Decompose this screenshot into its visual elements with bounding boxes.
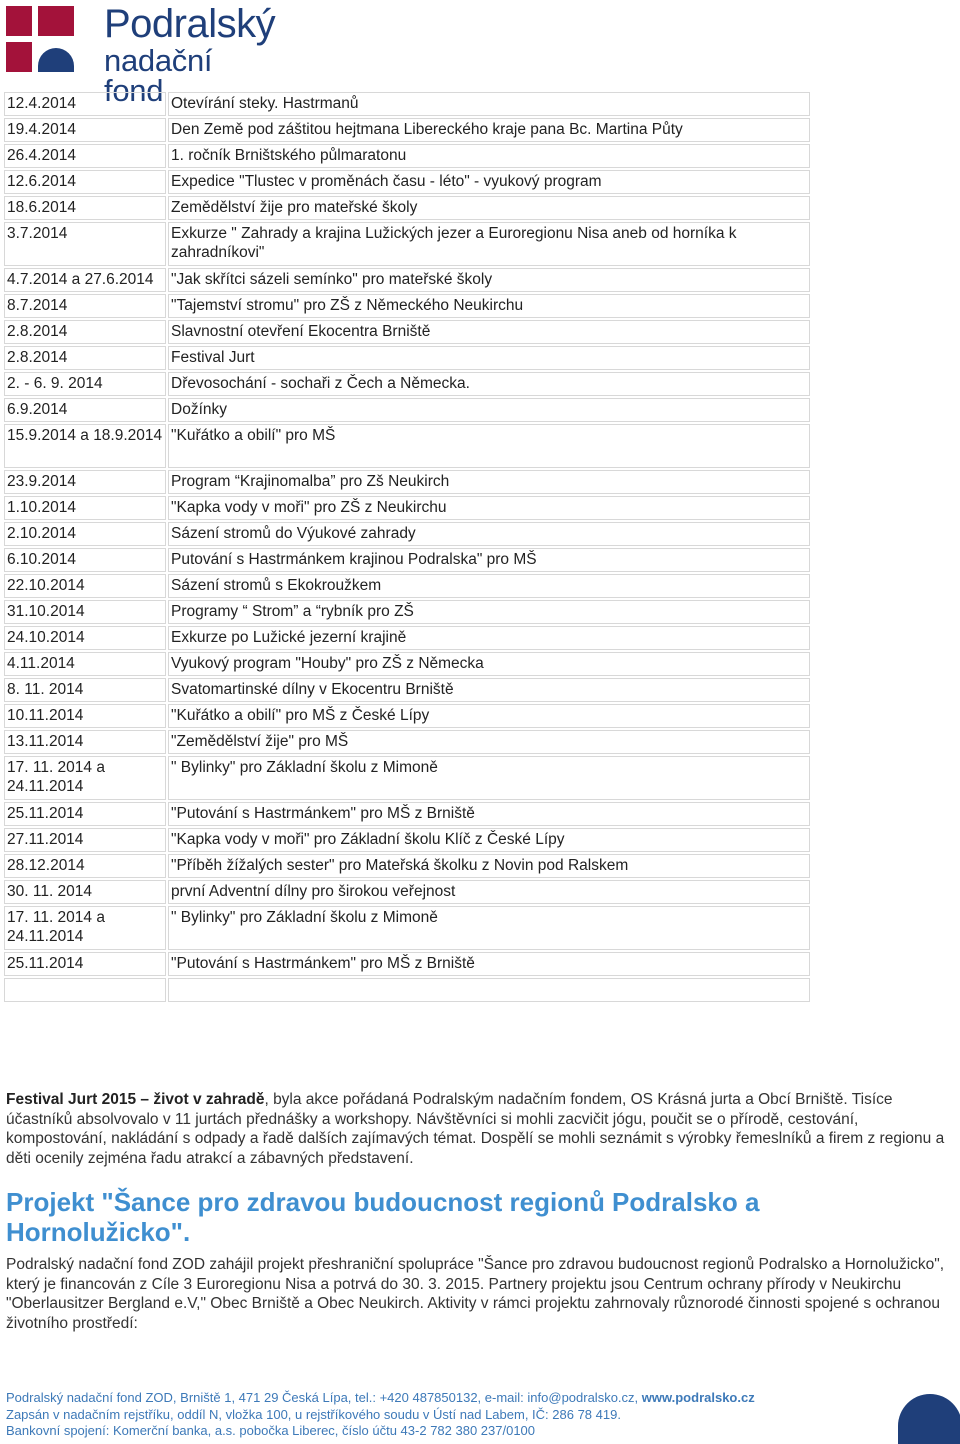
event-date-cell: 18.6.2014 (4, 196, 166, 220)
table-row (4, 906, 810, 950)
event-date-cell: 22.10.2014 (4, 574, 166, 598)
event-title-cell: "Kapka vody v moři" pro ZŠ z Neukirchu (168, 496, 810, 520)
table-row (4, 144, 810, 168)
event-date-cell: 2.8.2014 (4, 346, 166, 370)
event-title-cell: "Kuřátko a obilí" pro MŠ z České Lípy (168, 704, 810, 728)
footer-web-link[interactable]: www.podralsko.cz (641, 1390, 755, 1405)
event-date-cell: 31.10.2014 (4, 600, 166, 624)
table-row (4, 802, 810, 826)
table-row (4, 574, 810, 598)
event-title-cell: první Adventní dílny pro širokou veřejnost (168, 880, 810, 904)
event-title-cell: Dřevosochání - sochaři z Čech a Německa. (168, 372, 810, 396)
event-title-cell: Exkurze po Lužické jezerní krajině (168, 626, 810, 650)
table-row (4, 268, 810, 292)
table-row (4, 222, 810, 266)
table-row (4, 600, 810, 624)
event-date-cell: 6.10.2014 (4, 548, 166, 572)
event-date-cell: 15.9.2014 a 18.9.2014 (4, 424, 166, 468)
table-row (4, 320, 810, 344)
footer-email-link[interactable]: info@podralsko.cz (527, 1390, 635, 1405)
logo-title: Podralský (104, 2, 276, 46)
logo-subtitle: nadační fond (104, 43, 213, 108)
event-date-cell: 2.10.2014 (4, 522, 166, 546)
table-row (4, 398, 810, 422)
event-title-cell: Putování s Hastrmánkem krajinou Podralska" pro MŠ (168, 548, 810, 572)
table-row (4, 170, 810, 194)
table-row (4, 372, 810, 396)
table-row (4, 470, 810, 494)
event-date-cell: 4.7.2014 a 27.6.2014 (4, 268, 166, 292)
event-date-cell: 26.4.2014 (4, 144, 166, 168)
festival-paragraph (6, 1090, 946, 1169)
festival-text: , byla akce pořádaná Podralským nadačním fondem, OS Krásná jurta a Obcí Brniště. Tisíce účastníků absolvovalo v 11 jurtách přednášky a workshopy. Návštěvníci si mohli zacvičit jógu, poučit se o přírodě, cestování, kompostování, nakládání s odpady a řadě dalších zajímavých témat. Dospělí se mohli seznámit s výrobky řemeslníků a firem z regionu a děti ocenily zejména řadu atrakcí a zábavných představení. (6, 1091, 945, 1168)
event-title-cell: Programy “ Strom” a “rybník pro ZŠ (168, 600, 810, 624)
event-title-cell: "Putování s Hastrmánkem" pro MŠ z Brniště (168, 952, 810, 976)
event-title-cell: "Příběh žížalých sester" pro Mateřská školku z Novin pod Ralskem (168, 854, 810, 878)
event-title-cell: " Bylinky" pro Základní školu z Mimoně (168, 906, 810, 950)
event-date-cell: 6.9.2014 (4, 398, 166, 422)
table-row (4, 828, 810, 852)
event-title-cell: "Tajemství stromu" pro ZŠ z Německého Neukirchu (168, 294, 810, 318)
table-row (4, 952, 810, 976)
events-table-body (4, 92, 810, 1002)
footer (6, 1390, 906, 1440)
event-date-cell: 8.7.2014 (4, 294, 166, 318)
event-date-cell: 2. - 6. 9. 2014 (4, 372, 166, 396)
event-date-cell: 12.6.2014 (4, 170, 166, 194)
event-date-cell: 4.11.2014 (4, 652, 166, 676)
event-title-cell: Dožínky (168, 398, 810, 422)
event-date-cell: 30. 11. 2014 (4, 880, 166, 904)
event-date-cell: 2.8.2014 (4, 320, 166, 344)
event-date-cell (4, 978, 166, 1002)
table-row (4, 522, 810, 546)
footer-separator: , (634, 1390, 642, 1405)
event-title-cell: Expedice "Tlustec v proměnách času - léto" - vyukový program (168, 170, 810, 194)
event-title-cell: "Putování s Hastrmánkem" pro MŠ z Brniště (168, 802, 810, 826)
event-title-cell: Sázení stromů do Výukové zahrady (168, 522, 810, 546)
event-date-cell: 3.7.2014 (4, 222, 166, 266)
logo-mark-icon (6, 4, 74, 72)
table-row (4, 854, 810, 878)
event-title-cell: "Kapka vody v moři" pro Základní školu Klíč z České Lípy (168, 828, 810, 852)
event-title-cell: " Bylinky" pro Základní školu z Mimoně (168, 756, 810, 800)
event-date-cell: 1.10.2014 (4, 496, 166, 520)
table-row (4, 978, 810, 1002)
table-row (4, 196, 810, 220)
event-title-cell: Vyukový program "Houby" pro ZŠ z Německa (168, 652, 810, 676)
table-row (4, 496, 810, 520)
table-row (4, 548, 810, 572)
event-title-cell: Den Země pod záštitou hejtmana Libereckého kraje pana Bc. Martina Půty (168, 118, 810, 142)
event-title-cell: "Zemědělství žije" pro MŠ (168, 730, 810, 754)
corner-logo-shape-icon (898, 1392, 960, 1444)
footer-address: Podralský nadační fond ZOD, Brniště 1, 471 29 Česká Lípa, tel.: +420 487850132, e-mail: (6, 1390, 528, 1405)
table-row (4, 678, 810, 702)
table-row (4, 652, 810, 676)
event-title-cell: "Kuřátko a obilí" pro MŠ (168, 424, 810, 468)
table-row (4, 880, 810, 904)
festival-title: Festival Jurt 2015 – život v zahradě (6, 1091, 265, 1108)
event-title-cell: Program “Krajinomalba” pro Zš Neukirch (168, 470, 810, 494)
event-date-cell: 25.11.2014 (4, 802, 166, 826)
event-date-cell: 25.11.2014 (4, 952, 166, 976)
table-row (4, 704, 810, 728)
event-date-cell: 12.4.2014 (4, 92, 166, 116)
event-date-cell: 28.12.2014 (4, 854, 166, 878)
event-date-cell: 24.10.2014 (4, 626, 166, 650)
table-row (4, 424, 810, 468)
event-title-cell: Slavnostní otevření Ekocentra Brniště (168, 320, 810, 344)
event-date-cell: 10.11.2014 (4, 704, 166, 728)
table-row (4, 294, 810, 318)
footer-registry-line: Zapsán v nadačním rejstříku, oddíl N, vložka 100, u rejstříkového soudu v Ústí nad Labem, IČ: 286 78 419. (6, 1406, 621, 1422)
event-date-cell: 19.4.2014 (4, 118, 166, 142)
event-date-cell: 17. 11. 2014 a 24.11.2014 (4, 906, 166, 950)
event-title-cell: "Jak skřítci sázeli semínko" pro mateřské školy (168, 268, 810, 292)
event-date-cell: 23.9.2014 (4, 470, 166, 494)
table-row (4, 730, 810, 754)
event-title-cell: Otevírání steky. Hastrmanů (168, 92, 810, 116)
footer-contact-line (6, 1390, 906, 1407)
table-row (4, 346, 810, 370)
project-heading: Projekt "Šance pro zdravou budoucnost regionů Podralsko a Hornolužicko". (6, 1187, 760, 1247)
event-title-cell: Svatomartinské dílny v Ekocentru Brniště (168, 678, 810, 702)
table-row (4, 626, 810, 650)
event-date-cell: 17. 11. 2014 a 24.11.2014 (4, 756, 166, 800)
event-title-cell (168, 978, 810, 1002)
table-row (4, 92, 810, 116)
footer-bank-line: Bankovní spojení: Komerční banka, a.s. pobočka Liberec, číslo účtu 43-2 782 380 237/0100 (6, 1423, 536, 1438)
event-title-cell: Zemědělství žije pro mateřské školy (168, 196, 810, 220)
event-title-cell: Sázení stromů s Ekokroužkem (168, 574, 810, 598)
event-title-cell: Festival Jurt (168, 346, 810, 370)
project-paragraph: Podralský nadační fond ZOD zahájil projekt přeshraniční spolupráce "Šance pro zdravou budoucnost regionů Podralsko a Hornolužicko", který je financován z Cíle 3 Euroregionu Nisa a potrvá do 30. 3. 2015. Partnery projektu jsou Centrum ochrany přírody v Neukirchu "Oberlausitzer Bergland e.V," Obec Brniště a Obec Neukirch. Aktivity v rámci projektu zahrnovaly různorodé činnosti spojené s ochranou životního prostředí: (6, 1256, 945, 1333)
event-date-cell: 8. 11. 2014 (4, 678, 166, 702)
event-title-cell: Exkurze " Zahrady a krajina Lužických jezer a Euroregionu Nisa aneb od horníka k zahradníkovi" (168, 222, 810, 266)
table-row (4, 756, 810, 800)
table-row (4, 118, 810, 142)
event-date-cell: 27.11.2014 (4, 828, 166, 852)
event-date-cell: 13.11.2014 (4, 730, 166, 754)
event-title-cell: 1. ročník Brništského půlmaratonu (168, 144, 810, 168)
events-table (2, 90, 812, 1004)
